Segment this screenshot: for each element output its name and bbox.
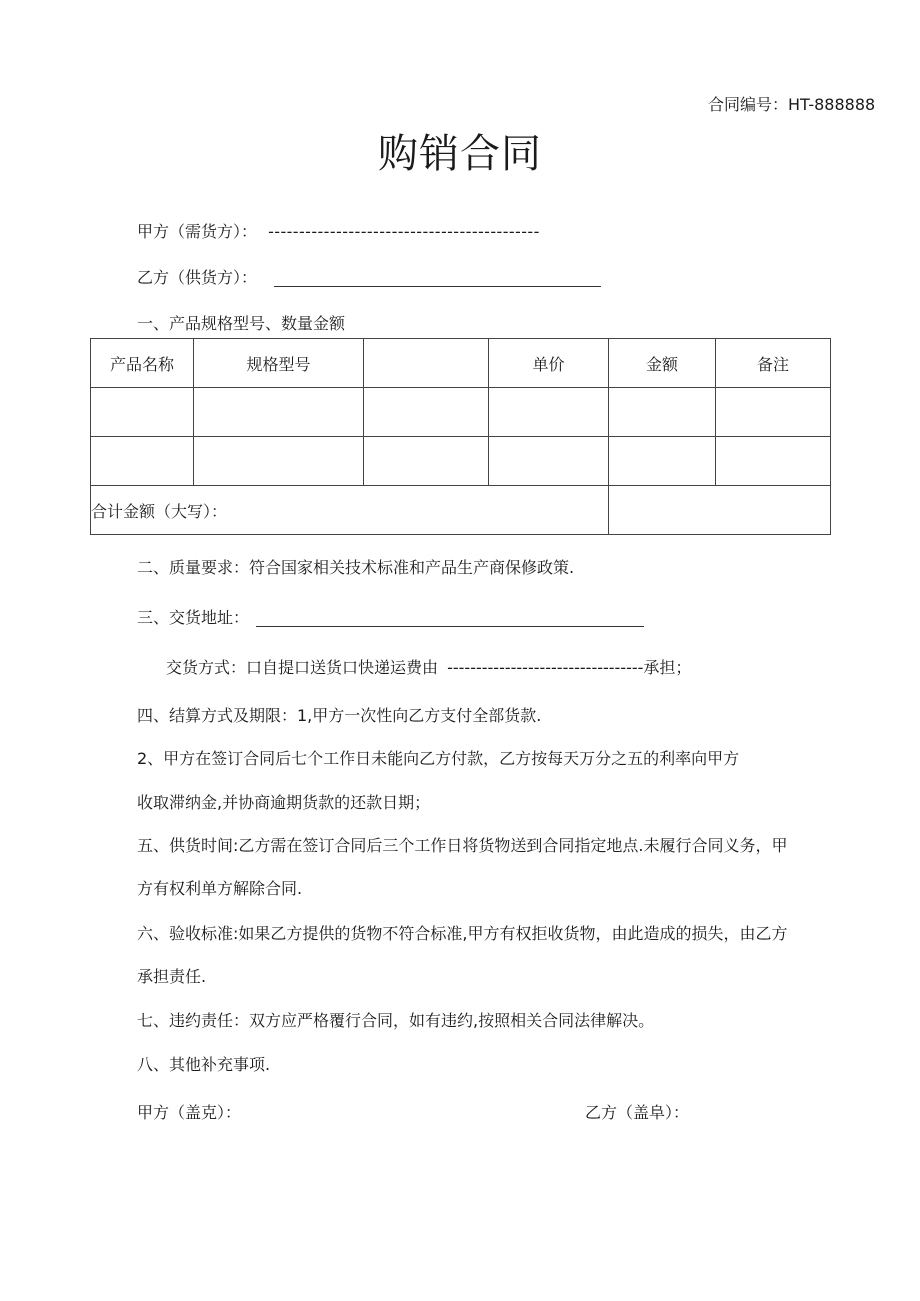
signature-party-a: 甲方（盖克）： <box>137 1103 242 1122</box>
header-unit-price: 单价 <box>489 339 609 388</box>
party-b-line <box>274 286 601 287</box>
table-cell[interactable] <box>489 388 609 437</box>
table-row <box>91 437 831 486</box>
delivery-address-line <box>256 626 644 627</box>
party-b-label: 乙方（供货方）： <box>137 268 258 287</box>
delivery-method <box>166 658 691 678</box>
section6-line2: 承担责任. <box>137 967 207 986</box>
table-cell[interactable] <box>194 437 364 486</box>
section4-line2: 2、甲方在签订合同后七个工作日未能向乙方付款，乙方按每天万分之五的利率向甲方 <box>137 749 740 768</box>
party-a-dashes: -------------------------------------------- <box>268 222 540 241</box>
section6-line1: 六、验收标准:如果乙方提供的货物不符合标准,甲方有权拒收货物，由此造成的损失，由乙方 <box>137 924 788 943</box>
party-b-row <box>137 268 257 288</box>
party-a-label: 甲方（需货方）： <box>137 222 258 241</box>
section4-line3: 收取滞纳金,并协商逾期货款的还款日期； <box>137 793 431 812</box>
total-amount-label: 合计金额（大写）： <box>91 486 609 535</box>
section5-line2: 方有权利单方解除合同. <box>137 879 303 898</box>
section2-quality: 二、质量要求：符合国家相关技术标准和产品生产商保修政策. <box>137 558 575 577</box>
table-header-row <box>91 339 831 388</box>
section8-other: 八、其他补充事项. <box>137 1055 271 1074</box>
section3-address-label: 三、交货地址： <box>137 608 250 627</box>
total-amount-value[interactable] <box>609 486 831 535</box>
section1-heading: 一、产品规格型号、数量金额 <box>137 314 346 333</box>
signature-party-b: 乙方（盖阜）： <box>585 1103 690 1122</box>
delivery-method-dashes: ---------------------------------- <box>447 658 644 677</box>
section5-line1: 五、供货时间:乙方需在签订合同后三个工作日将货物送到合同指定地点.未履行合同义务，甲 <box>137 836 788 855</box>
header-product-name: 产品名称 <box>91 339 194 388</box>
table-cell[interactable] <box>91 388 194 437</box>
contract-number <box>708 95 875 115</box>
party-a-row <box>137 222 540 242</box>
header-spec-model: 规格型号 <box>194 339 364 388</box>
table-cell[interactable] <box>91 437 194 486</box>
table-total-row <box>91 486 831 535</box>
table-cell[interactable] <box>194 388 364 437</box>
delivery-method-prefix: 交货方式：口自提口送货口快递运费由 <box>166 658 439 677</box>
header-blank <box>364 339 489 388</box>
section4-line1: 四、结算方式及期限：1,甲方一次性向乙方支付全部货款. <box>137 706 542 725</box>
header-amount: 金额 <box>609 339 716 388</box>
table-cell[interactable] <box>364 388 489 437</box>
page-title: 购销合同 <box>378 131 542 177</box>
table-cell[interactable] <box>716 437 831 486</box>
table-row <box>91 388 831 437</box>
table-cell[interactable] <box>364 437 489 486</box>
section7-liability: 七、违约责任：双方应严格覆行合同，如有违约,按照相关合同法律解决。 <box>137 1011 655 1030</box>
table-cell[interactable] <box>716 388 831 437</box>
contract-number-value: HT-888888 <box>788 95 876 114</box>
header-remarks: 备注 <box>716 339 831 388</box>
delivery-method-suffix: 承担； <box>643 658 692 677</box>
table-cell[interactable] <box>609 388 716 437</box>
table-cell[interactable] <box>489 437 609 486</box>
spec-table <box>90 338 831 535</box>
table-cell[interactable] <box>609 437 716 486</box>
contract-number-label: 合同编号： <box>708 95 789 114</box>
